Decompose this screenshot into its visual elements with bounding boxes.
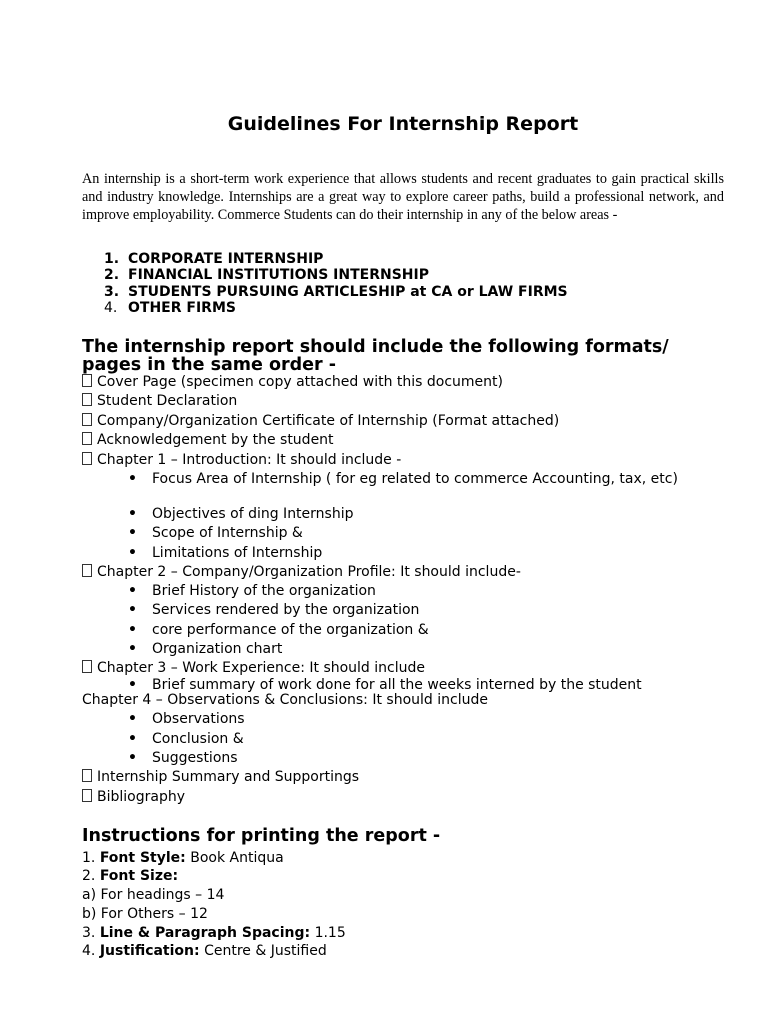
bullet-icon: • xyxy=(128,641,137,657)
bullet-item: • Focus Area of Internship ( for eg related to commerce Accounting, tax, etc) xyxy=(128,471,678,487)
bullet-icon: • xyxy=(128,545,137,561)
checkbox-glyph-icon xyxy=(82,452,92,465)
bullet-item: • Limitations of Internship xyxy=(128,545,323,561)
bullet-item: • Objectives of ding Internship xyxy=(128,506,354,522)
print-line: 2. Font Size: xyxy=(82,868,179,884)
area-item: 3. STUDENTS PURSUING ARTICLESHIP at CA or LAW FIRMS xyxy=(104,284,568,300)
print-line: 1. Font Style: Book Antiqua xyxy=(82,850,284,866)
bullet-item: • Services rendered by the organization xyxy=(128,602,420,618)
list-item: Chapter 2 – Company/Organization Profile: It should include- xyxy=(82,563,521,581)
list-item: Student Declaration xyxy=(82,392,237,410)
list-item: Chapter 1 – Introduction: It should include - xyxy=(82,451,401,469)
checkbox-glyph-icon xyxy=(82,660,92,673)
bullet-icon: • xyxy=(128,731,137,747)
bullet-item: • Brief summary of work done for all the weeks interned by the student xyxy=(128,677,642,693)
bullet-icon: • xyxy=(128,525,137,541)
area-item: 1. CORPORATE INTERNSHIP xyxy=(104,251,324,267)
list-item: Company/Organization Certificate of Internship (Format attached) xyxy=(82,412,559,430)
document-title: Guidelines For Internship Report xyxy=(227,113,579,135)
list-item: Cover Page (specimen copy attached with this document) xyxy=(82,373,503,391)
print-line: a) For headings – 14 xyxy=(82,887,225,903)
intro-paragraph: An internship is a short-term work experience that allows students and recent graduates to gain practical skills and industry knowledge. Internships are a great way to explore career paths, build a professional network, and improve employability. Commerce Students can do their internship in any of the below areas - xyxy=(82,171,724,223)
print-line: 4. Justification: Centre & Justified xyxy=(82,943,327,959)
list-item: Chapter 3 – Work Experience: It should include xyxy=(82,659,425,677)
bullet-icon: • xyxy=(128,583,137,599)
report-heading-line1: The internship report should include the following formats/ xyxy=(82,337,669,357)
area-item: 2. FINANCIAL INSTITUTIONS INTERNSHIP xyxy=(104,267,429,283)
bullet-icon: • xyxy=(128,711,137,727)
checkbox-glyph-icon xyxy=(82,393,92,406)
checkbox-glyph-icon xyxy=(82,769,92,782)
print-line: 3. Line & Paragraph Spacing: 1.15 xyxy=(82,925,346,941)
print-heading: Instructions for printing the report - xyxy=(82,826,441,846)
bullet-icon: • xyxy=(128,602,137,618)
bullet-icon: • xyxy=(128,622,137,638)
checkbox-glyph-icon xyxy=(82,432,92,445)
area-item: 4. OTHER FIRMS xyxy=(104,300,236,316)
bullet-icon: • xyxy=(128,471,137,487)
bullet-icon: • xyxy=(128,506,137,522)
bullet-item: • Observations xyxy=(128,711,245,727)
checkbox-glyph-icon xyxy=(82,564,92,577)
chapter-4-line: Chapter 4 – Observations & Conclusions: It should include xyxy=(82,692,488,708)
list-item: Internship Summary and Supportings xyxy=(82,768,359,786)
bullet-item: • core performance of the organization & xyxy=(128,622,429,638)
report-heading-line2: pages in the same order - xyxy=(82,355,337,375)
checkbox-glyph-icon xyxy=(82,374,92,387)
bullet-item: • Organization chart xyxy=(128,641,283,657)
bullet-icon: • xyxy=(128,677,137,693)
checkbox-glyph-icon xyxy=(82,789,92,802)
bullet-item: • Scope of Internship & xyxy=(128,525,303,541)
bullet-item: • Brief History of the organization xyxy=(128,583,376,599)
bullet-item: • Conclusion & xyxy=(128,731,244,747)
print-line: b) For Others – 12 xyxy=(82,906,208,922)
checkbox-glyph-icon xyxy=(82,413,92,426)
list-item: Bibliography xyxy=(82,788,185,806)
list-item: Acknowledgement by the student xyxy=(82,431,334,449)
bullet-item: • Suggestions xyxy=(128,750,238,766)
bullet-icon: • xyxy=(128,750,137,766)
